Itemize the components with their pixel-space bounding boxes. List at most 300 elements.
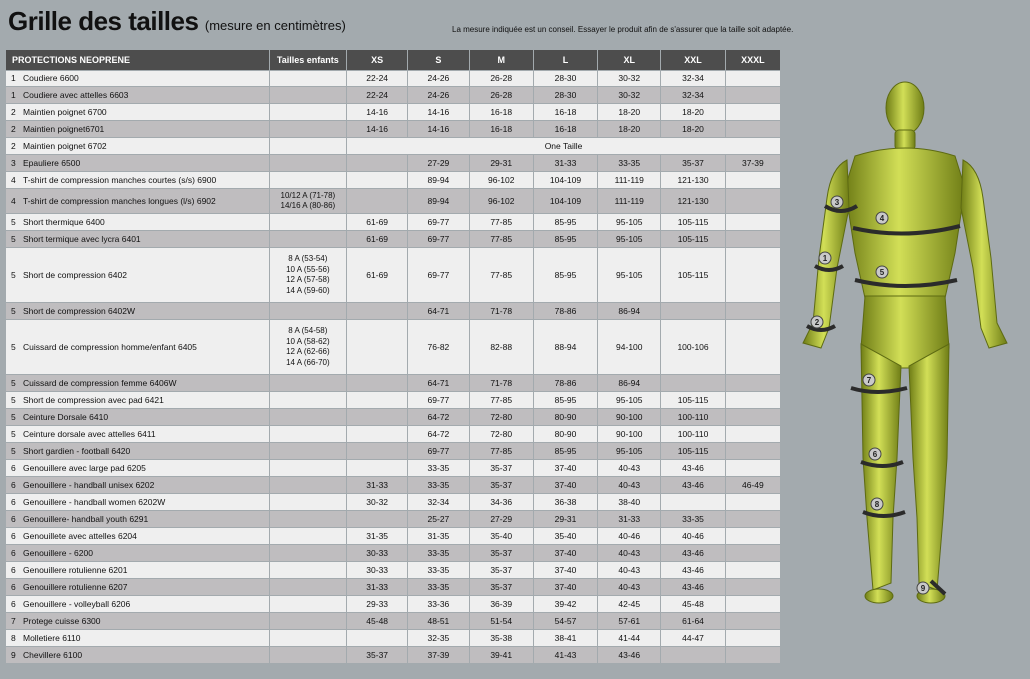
size-cell: 33-35 xyxy=(408,562,469,579)
zone-marker xyxy=(876,212,888,224)
table-row xyxy=(6,613,781,630)
product-cell xyxy=(6,214,269,231)
product-cell xyxy=(6,579,269,596)
size-cell: 44-47 xyxy=(661,630,725,647)
size-cell xyxy=(347,460,408,477)
body-zone-number: 6 xyxy=(11,598,16,609)
size-cell: 33-35 xyxy=(408,460,469,477)
size-cell: 36-39 xyxy=(469,596,533,613)
kids-size-value: 14/16 A (80-86) xyxy=(280,201,336,210)
zone-marker xyxy=(831,196,843,208)
body-zone-number: 5 xyxy=(11,305,16,316)
size-cell: 40-43 xyxy=(598,460,661,477)
size-cell: 43-46 xyxy=(661,477,725,494)
size-cell: 90-100 xyxy=(598,409,661,426)
size-cell: 35-37 xyxy=(469,545,533,562)
size-cell: 61-64 xyxy=(661,613,725,630)
size-cell: 41-43 xyxy=(533,647,597,664)
size-advice-note: La mesure indiquée est un conseil. Essayer le produit afin de s'assurer que la taille soit adaptée. xyxy=(452,25,794,34)
size-cell: 35-37 xyxy=(469,477,533,494)
zone-marker xyxy=(869,448,881,460)
size-cell: 37-40 xyxy=(533,477,597,494)
size-cell: 42-45 xyxy=(598,596,661,613)
size-cell: 32-34 xyxy=(661,87,725,104)
size-cell: 22-24 xyxy=(347,87,408,104)
size-cell xyxy=(725,104,780,121)
size-cell: 40-43 xyxy=(598,477,661,494)
column-header: XXXL xyxy=(725,50,780,71)
table-row xyxy=(6,155,781,172)
kids-size-cell xyxy=(269,562,346,579)
size-cell: 105-115 xyxy=(661,231,725,248)
size-cell: 43-46 xyxy=(661,545,725,562)
size-cell: 33-35 xyxy=(408,477,469,494)
zone-marker-label: 1 xyxy=(822,254,828,263)
size-cell xyxy=(725,248,780,303)
size-cell: 29-31 xyxy=(533,511,597,528)
size-cell xyxy=(725,528,780,545)
product-name: Cuissard de compression femme 6406W xyxy=(23,377,177,388)
product-name: Short de compression avec pad 6421 xyxy=(23,394,164,405)
body-zone-number: 3 xyxy=(11,157,16,168)
size-cell: 69-77 xyxy=(408,392,469,409)
size-cell xyxy=(725,409,780,426)
size-cell: 100-110 xyxy=(661,409,725,426)
size-cell: 104-109 xyxy=(533,172,597,189)
kids-size-cell xyxy=(269,409,346,426)
body-zone-number: 4 xyxy=(11,174,16,185)
size-cell: 26-28 xyxy=(469,87,533,104)
kids-size-cell xyxy=(269,545,346,562)
table-row xyxy=(6,303,781,320)
size-cell: 27-29 xyxy=(408,155,469,172)
product-name: Maintien poignet 6702 xyxy=(23,140,107,151)
size-cell xyxy=(347,303,408,320)
zone-marker xyxy=(811,316,823,328)
zone-marker-label: 9 xyxy=(920,584,926,593)
size-cell xyxy=(725,596,780,613)
product-cell xyxy=(6,189,269,214)
zone-marker xyxy=(819,252,831,264)
size-cell: 88-94 xyxy=(533,320,597,375)
size-cell: 89-94 xyxy=(408,172,469,189)
kids-size-value: 14 A (66-70) xyxy=(286,357,330,367)
size-cell xyxy=(725,630,780,647)
size-cell: 86-94 xyxy=(598,303,661,320)
size-cell: 43-46 xyxy=(661,562,725,579)
size-cell xyxy=(347,511,408,528)
kids-size-cell xyxy=(269,121,346,138)
table-header-row xyxy=(6,50,781,71)
product-name: Protege cuisse 6300 xyxy=(23,615,101,626)
table-row xyxy=(6,630,781,647)
size-cell: 30-32 xyxy=(598,87,661,104)
product-name: Maintien poignet 6700 xyxy=(23,106,107,117)
zone-marker xyxy=(917,582,929,594)
size-cell: 48-51 xyxy=(408,613,469,630)
column-header: XL xyxy=(598,50,661,71)
product-name: Ceinture Dorsale 6410 xyxy=(23,411,109,422)
size-cell: 71-78 xyxy=(469,303,533,320)
size-cell: 37-40 xyxy=(533,562,597,579)
size-cell xyxy=(725,189,780,214)
kids-size-cell xyxy=(269,460,346,477)
size-cell: 64-71 xyxy=(408,303,469,320)
kids-size-cell xyxy=(269,320,346,375)
size-cell xyxy=(725,87,780,104)
size-cell: 18-20 xyxy=(598,121,661,138)
product-cell xyxy=(6,511,269,528)
size-cell: 37-40 xyxy=(533,545,597,562)
size-cell: 51-54 xyxy=(469,613,533,630)
product-cell xyxy=(6,392,269,409)
size-cell xyxy=(661,375,725,392)
kids-size-cell xyxy=(269,87,346,104)
size-cell: 76-82 xyxy=(408,320,469,375)
size-cell xyxy=(725,460,780,477)
size-cell: 105-115 xyxy=(661,214,725,231)
anatomy-figure xyxy=(785,78,1023,614)
product-name: Maintien poignet6701 xyxy=(23,123,105,134)
size-cell xyxy=(725,647,780,664)
size-cell: 32-34 xyxy=(408,494,469,511)
product-name: Genouillete avec attelles 6204 xyxy=(23,530,137,541)
size-cell xyxy=(725,426,780,443)
size-cell xyxy=(661,303,725,320)
table-row xyxy=(6,647,781,664)
size-cell xyxy=(661,494,725,511)
size-cell: 105-115 xyxy=(661,443,725,460)
column-header: XXL xyxy=(661,50,725,71)
kids-size-value: 10 A (55-56) xyxy=(286,264,330,274)
kids-size-cell xyxy=(269,71,346,87)
size-cell: 16-18 xyxy=(533,104,597,121)
size-cell: 41-44 xyxy=(598,630,661,647)
size-cell: 40-43 xyxy=(598,562,661,579)
size-cell: 105-115 xyxy=(661,248,725,303)
kids-size-cell xyxy=(269,392,346,409)
size-cell xyxy=(725,392,780,409)
size-cell: 35-37 xyxy=(469,562,533,579)
body-zone-number: 8 xyxy=(11,632,16,643)
size-cell: 35-37 xyxy=(661,155,725,172)
product-cell xyxy=(6,443,269,460)
product-cell xyxy=(6,409,269,426)
body-zone-number: 1 xyxy=(11,89,16,100)
size-cell: 69-77 xyxy=(408,248,469,303)
size-cell: 105-115 xyxy=(661,392,725,409)
size-cell: 31-33 xyxy=(347,477,408,494)
body-zone-number: 5 xyxy=(11,445,16,456)
product-cell xyxy=(6,87,269,104)
size-cell: 46-49 xyxy=(725,477,780,494)
size-cell: 96-102 xyxy=(469,172,533,189)
size-cell: 34-36 xyxy=(469,494,533,511)
size-cell xyxy=(725,494,780,511)
size-cell: 37-40 xyxy=(533,579,597,596)
size-cell xyxy=(725,545,780,562)
zone-marker-label: 6 xyxy=(872,450,878,459)
table-row xyxy=(6,189,781,214)
body-zone-number: 2 xyxy=(11,123,16,134)
size-chart-table xyxy=(6,50,781,664)
table-row xyxy=(6,426,781,443)
kids-size-value: 10/12 A (71-78) xyxy=(280,190,336,200)
size-cell xyxy=(725,71,780,87)
product-name: Short thermique 6400 xyxy=(23,216,105,227)
body-zone-number: 6 xyxy=(11,581,16,592)
table-row xyxy=(6,104,781,121)
product-name: Molletiere 6110 xyxy=(23,632,81,643)
body-zone-number: 9 xyxy=(11,649,16,660)
size-cell: 85-95 xyxy=(533,214,597,231)
table-row xyxy=(6,71,781,87)
product-cell xyxy=(6,630,269,647)
size-cell: 40-43 xyxy=(598,579,661,596)
product-cell xyxy=(6,231,269,248)
size-cell: 71-78 xyxy=(469,375,533,392)
kids-size-value: 8 A (54-58) xyxy=(288,326,328,335)
size-cell: 22-24 xyxy=(347,71,408,87)
size-cell: 90-100 xyxy=(598,426,661,443)
size-cell: 54-57 xyxy=(533,613,597,630)
size-cell: 14-16 xyxy=(408,121,469,138)
product-cell xyxy=(6,138,269,155)
column-header: Tailles enfants xyxy=(269,50,346,71)
size-cell: 35-40 xyxy=(469,528,533,545)
column-header: L xyxy=(533,50,597,71)
size-cell: 78-86 xyxy=(533,375,597,392)
size-cell: 95-105 xyxy=(598,231,661,248)
body-zone-number: 7 xyxy=(11,615,16,626)
size-cell: 38-40 xyxy=(598,494,661,511)
one-size-cell: One Taille xyxy=(347,138,781,155)
zone-marker-label: 2 xyxy=(814,318,820,327)
page-subtitle: (mesure en centimètres) xyxy=(204,18,346,33)
table-row xyxy=(6,320,781,375)
body-zone-number: 6 xyxy=(11,496,16,507)
product-cell xyxy=(6,494,269,511)
product-cell xyxy=(6,71,269,87)
size-cell xyxy=(347,172,408,189)
table-row xyxy=(6,121,781,138)
size-cell: 95-105 xyxy=(598,214,661,231)
size-cell: 36-38 xyxy=(533,494,597,511)
body-zone-number: 5 xyxy=(11,394,16,405)
table-row xyxy=(6,248,781,303)
size-cell: 35-37 xyxy=(469,460,533,477)
body-silhouette xyxy=(803,82,1007,603)
size-cell xyxy=(725,375,780,392)
size-cell: 18-20 xyxy=(598,104,661,121)
kids-size-cell xyxy=(269,528,346,545)
kids-size-value: 12 A (62-66) xyxy=(286,347,330,356)
body-zone-number: 5 xyxy=(11,216,16,227)
column-header: M xyxy=(469,50,533,71)
kids-size-cell xyxy=(269,596,346,613)
size-cell: 43-46 xyxy=(661,579,725,596)
size-cell xyxy=(725,613,780,630)
zone-marker-label: 4 xyxy=(879,214,885,223)
body-zone-number: 6 xyxy=(11,479,16,490)
body-zone-number: 5 xyxy=(11,233,16,244)
body-zone-number: 5 xyxy=(11,269,16,280)
column-header: XS xyxy=(347,50,408,71)
product-name: T-shirt de compression manches courtes (s/s) 6900 xyxy=(23,174,217,185)
kids-size-cell xyxy=(269,426,346,443)
body-zone-number: 5 xyxy=(11,411,16,422)
product-name: Genouillere rotulienne 6201 xyxy=(23,564,128,575)
product-name: Genouillere- handball youth 6291 xyxy=(23,513,149,524)
page-title: Grille des tailles xyxy=(8,6,199,36)
size-cell: 85-95 xyxy=(533,443,597,460)
product-name: Genouillere rotulienne 6207 xyxy=(23,581,128,592)
size-cell: 31-33 xyxy=(347,579,408,596)
size-cell xyxy=(347,155,408,172)
size-cell: 28-30 xyxy=(533,71,597,87)
size-cell: 61-69 xyxy=(347,231,408,248)
product-name: Coudiere 6600 xyxy=(23,73,79,84)
size-cell: 39-42 xyxy=(533,596,597,613)
product-name: Genouillere - 6200 xyxy=(23,547,93,558)
size-cell: 38-41 xyxy=(533,630,597,647)
size-cell: 43-46 xyxy=(598,647,661,664)
size-cell: 111-119 xyxy=(598,172,661,189)
kids-size-cell xyxy=(269,138,346,155)
size-cell: 104-109 xyxy=(533,189,597,214)
table-row xyxy=(6,138,781,155)
table-row xyxy=(6,477,781,494)
size-cell: 18-20 xyxy=(661,104,725,121)
size-cell: 94-100 xyxy=(598,320,661,375)
size-cell: 82-88 xyxy=(469,320,533,375)
table-row xyxy=(6,545,781,562)
table-row xyxy=(6,87,781,104)
size-cell: 30-32 xyxy=(598,71,661,87)
size-cell: 16-18 xyxy=(469,121,533,138)
size-cell: 61-69 xyxy=(347,248,408,303)
size-cell: 18-20 xyxy=(661,121,725,138)
size-cell: 30-33 xyxy=(347,562,408,579)
size-cell: 69-77 xyxy=(408,214,469,231)
product-name: Short termique avec lycra 6401 xyxy=(23,233,141,244)
size-cell: 16-18 xyxy=(533,121,597,138)
size-cell: 40-43 xyxy=(598,545,661,562)
size-cell: 16-18 xyxy=(469,104,533,121)
product-name: Cuissard de compression homme/enfant 6405 xyxy=(23,341,197,352)
size-cell: 25-27 xyxy=(408,511,469,528)
kids-size-cell xyxy=(269,494,346,511)
zone-marker-label: 7 xyxy=(866,376,872,385)
table-row xyxy=(6,460,781,477)
table-row xyxy=(6,409,781,426)
size-cell: 37-39 xyxy=(408,647,469,664)
size-cell: 33-35 xyxy=(408,545,469,562)
product-cell xyxy=(6,545,269,562)
size-cell: 33-35 xyxy=(661,511,725,528)
size-cell: 24-26 xyxy=(408,71,469,87)
size-cell: 14-16 xyxy=(347,121,408,138)
kids-size-cell xyxy=(269,231,346,248)
column-header: S xyxy=(408,50,469,71)
product-cell xyxy=(6,613,269,630)
product-cell xyxy=(6,477,269,494)
kids-size-cell xyxy=(269,477,346,494)
size-cell: 35-38 xyxy=(469,630,533,647)
size-cell xyxy=(725,231,780,248)
size-cell xyxy=(725,443,780,460)
product-cell xyxy=(6,121,269,138)
product-cell xyxy=(6,460,269,477)
size-cell xyxy=(347,392,408,409)
body-zone-number: 2 xyxy=(11,140,16,151)
zone-marker-label: 8 xyxy=(874,500,880,509)
size-cell xyxy=(347,409,408,426)
body-zone-number: 5 xyxy=(11,428,16,439)
product-cell xyxy=(6,248,269,303)
size-cell xyxy=(725,320,780,375)
product-cell xyxy=(6,172,269,189)
product-name: Ceinture dorsale avec attelles 6411 xyxy=(23,428,156,439)
size-cell xyxy=(725,214,780,231)
product-cell xyxy=(6,426,269,443)
size-cell: 72-80 xyxy=(469,426,533,443)
size-cell xyxy=(347,443,408,460)
product-name: Short de compression 6402W xyxy=(23,305,135,316)
table-row xyxy=(6,214,781,231)
product-name: Short gardien - football 6420 xyxy=(23,445,131,456)
size-cell: 64-72 xyxy=(408,426,469,443)
kids-size-value: 8 A (53-54) xyxy=(288,254,328,263)
size-cell: 85-95 xyxy=(533,231,597,248)
size-cell xyxy=(725,172,780,189)
product-cell xyxy=(6,375,269,392)
size-cell: 31-35 xyxy=(408,528,469,545)
kids-size-cell xyxy=(269,511,346,528)
size-cell xyxy=(725,511,780,528)
size-cell: 61-69 xyxy=(347,214,408,231)
kids-size-cell xyxy=(269,214,346,231)
size-cell xyxy=(347,189,408,214)
table-row xyxy=(6,562,781,579)
kids-size-cell xyxy=(269,172,346,189)
table-row xyxy=(6,375,781,392)
size-cell: 28-30 xyxy=(533,87,597,104)
product-name: T-shirt de compression manches longues (l/s) 6902 xyxy=(23,195,216,206)
size-cell: 100-106 xyxy=(661,320,725,375)
size-cell: 33-35 xyxy=(598,155,661,172)
size-cell: 77-85 xyxy=(469,214,533,231)
product-cell xyxy=(6,562,269,579)
table-row xyxy=(6,231,781,248)
size-cell xyxy=(725,562,780,579)
kids-size-cell xyxy=(269,248,346,303)
table-row xyxy=(6,392,781,409)
kids-size-cell xyxy=(269,375,346,392)
size-cell: 26-28 xyxy=(469,71,533,87)
column-header: PROTECTIONS NEOPRENE xyxy=(6,50,269,71)
size-cell: 77-85 xyxy=(469,231,533,248)
product-name: Genouillere - handball women 6202W xyxy=(23,496,166,507)
size-cell: 35-40 xyxy=(533,528,597,545)
product-name: Chevillere 6100 xyxy=(23,649,83,660)
table-row xyxy=(6,494,781,511)
size-cell xyxy=(347,426,408,443)
size-cell: 31-35 xyxy=(347,528,408,545)
kids-size-cell xyxy=(269,104,346,121)
size-cell: 78-86 xyxy=(533,303,597,320)
size-cell: 32-35 xyxy=(408,630,469,647)
